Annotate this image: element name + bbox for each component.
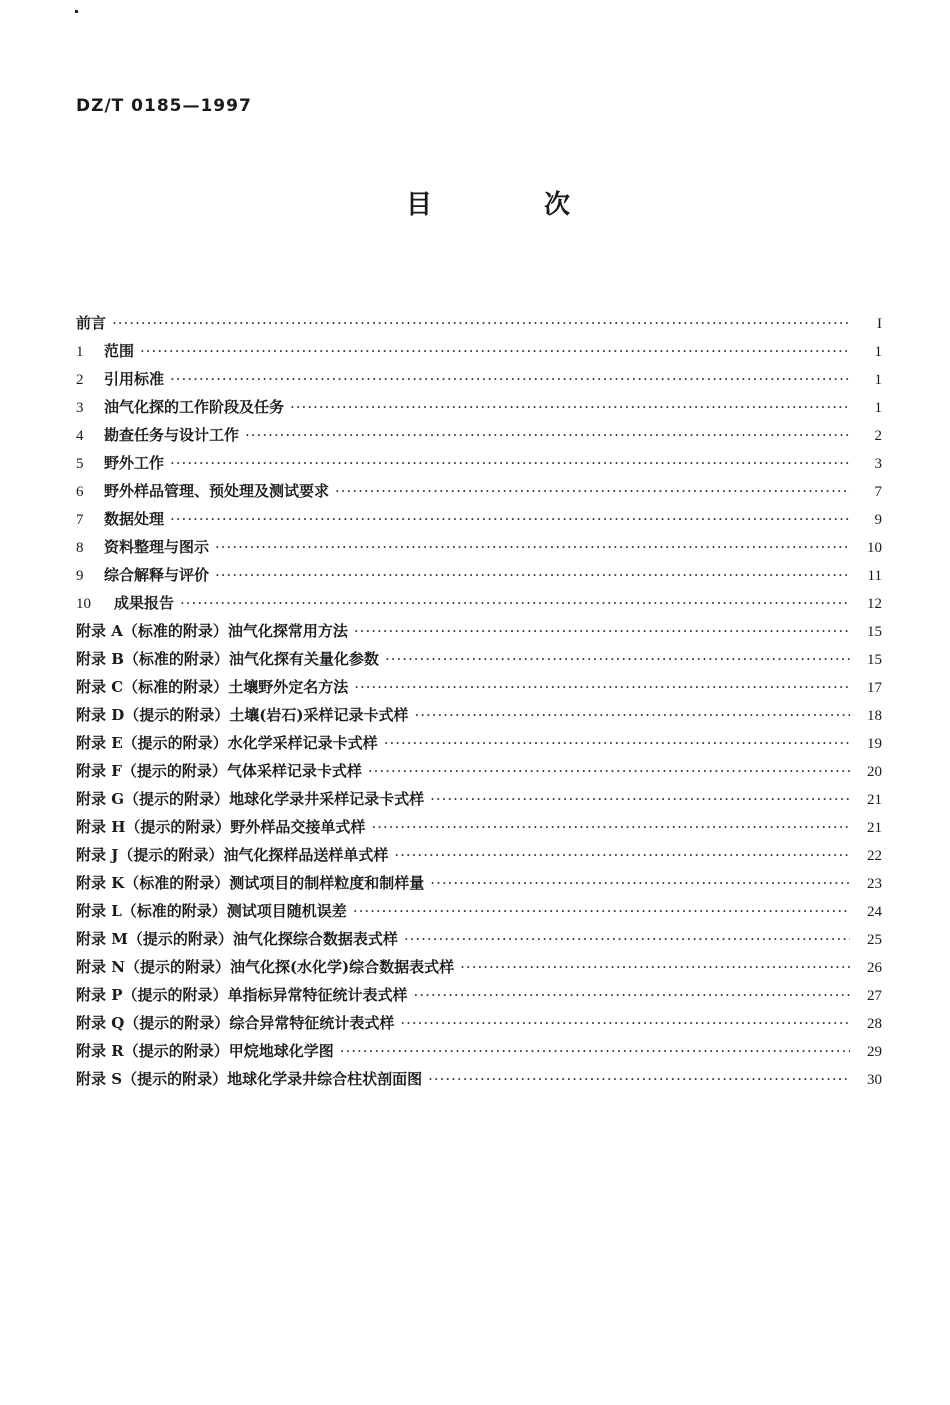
appendix-prefix: 附录 K bbox=[76, 874, 125, 892]
toc-appendix-m[interactable] bbox=[76, 928, 882, 956]
appendix-prefix: 附录 M bbox=[76, 930, 128, 948]
standard-code: DZ/T 0185—1997 bbox=[76, 96, 252, 116]
toc-entry-page: 22 bbox=[867, 848, 882, 864]
toc-entry-page: 29 bbox=[867, 1044, 882, 1060]
toc-entry-number: 3 bbox=[76, 400, 84, 416]
toc-entry-foreword[interactable] bbox=[76, 312, 882, 340]
toc-entry-label: 气体采样记录卡式样 bbox=[226, 762, 362, 780]
appendix-prefix: 附录 H bbox=[76, 818, 126, 836]
leader-dots bbox=[215, 566, 850, 584]
appendix-type: （标准的附录） bbox=[124, 874, 230, 892]
toc-entry-label: 成果报告 bbox=[114, 594, 175, 612]
toc-appendix-h[interactable] bbox=[76, 816, 882, 844]
leader-dots bbox=[428, 1070, 850, 1088]
leader-dots bbox=[140, 342, 850, 360]
leader-dots bbox=[414, 986, 850, 1004]
leader-dots bbox=[353, 902, 850, 920]
toc-entry-page: 9 bbox=[874, 512, 882, 528]
toc-entry-2[interactable] bbox=[76, 368, 882, 396]
toc-entry-page: 26 bbox=[867, 960, 882, 976]
appendix-prefix: 附录 A bbox=[76, 622, 123, 640]
table-of-contents bbox=[76, 312, 882, 1096]
toc-entry-page: 30 bbox=[867, 1072, 882, 1088]
toc-entry-label: 数据处理 bbox=[104, 510, 165, 528]
appendix-type: （标准的附录） bbox=[123, 678, 229, 696]
leader-dots bbox=[170, 370, 850, 388]
toc-appendix-l[interactable] bbox=[76, 900, 882, 928]
toc-appendix-b[interactable] bbox=[76, 648, 882, 676]
toc-entry-label: 范围 bbox=[104, 342, 135, 360]
appendix-prefix: 附录 Q bbox=[76, 1014, 125, 1032]
toc-entry-4[interactable] bbox=[76, 424, 882, 452]
toc-appendix-d[interactable] bbox=[76, 704, 882, 732]
leader-dots bbox=[404, 930, 850, 948]
appendix-type: （提示的附录） bbox=[118, 846, 224, 864]
toc-entry-label: 综合异常特征统计表式样 bbox=[229, 1014, 395, 1032]
leader-dots bbox=[245, 426, 850, 444]
leader-dots bbox=[368, 762, 850, 780]
toc-entry-label: 油气化探(水化学)综合数据表式样 bbox=[229, 958, 455, 976]
toc-entry-label: 勘查任务与设计工作 bbox=[104, 426, 240, 444]
toc-appendix-n[interactable] bbox=[76, 956, 882, 984]
toc-entry-label: 引用标准 bbox=[104, 370, 165, 388]
leader-dots bbox=[394, 846, 850, 864]
toc-entry-page: 23 bbox=[867, 876, 882, 892]
appendix-prefix: 附录 B bbox=[76, 650, 124, 668]
toc-entry-label: 测试项目的制样粒度和制样量 bbox=[229, 874, 425, 892]
toc-entry-label: 地球化学录井综合柱状剖面图 bbox=[227, 1070, 423, 1088]
leader-dots bbox=[354, 678, 850, 696]
toc-entry-page: 17 bbox=[867, 680, 882, 696]
toc-appendix-p[interactable] bbox=[76, 984, 882, 1012]
toc-entry-page: 21 bbox=[867, 792, 882, 808]
appendix-type: （提示的附录） bbox=[122, 986, 228, 1004]
toc-entry-label: 油气化探有关量化参数 bbox=[228, 650, 379, 668]
toc-entry-label: 野外样品交接单式样 bbox=[230, 818, 366, 836]
toc-entry-7[interactable] bbox=[76, 508, 882, 536]
toc-entry-1[interactable] bbox=[76, 340, 882, 368]
leader-dots bbox=[460, 958, 850, 976]
toc-entry-page: 20 bbox=[867, 764, 882, 780]
toc-entry-label: 甲烷地球化学图 bbox=[228, 1042, 334, 1060]
toc-entry-label: 水化学采样记录卡式样 bbox=[227, 734, 378, 752]
toc-entry-10[interactable] bbox=[76, 592, 882, 620]
page-title bbox=[0, 184, 950, 221]
toc-entry-page: 10 bbox=[867, 540, 882, 556]
appendix-type: （提示的附录） bbox=[124, 790, 230, 808]
toc-appendix-g[interactable] bbox=[76, 788, 882, 816]
toc-entry-9[interactable] bbox=[76, 564, 882, 592]
toc-entry-number: 2 bbox=[76, 372, 84, 388]
appendix-type: （提示的附录） bbox=[122, 1070, 228, 1088]
appendix-prefix: 附录 N bbox=[76, 958, 125, 976]
toc-appendix-e[interactable] bbox=[76, 732, 882, 760]
toc-entry-page: 21 bbox=[867, 820, 882, 836]
toc-entry-page: 15 bbox=[867, 652, 882, 668]
appendix-type: （提示的附录） bbox=[124, 1014, 230, 1032]
toc-entry-page: 1 bbox=[874, 372, 882, 388]
toc-appendix-f[interactable] bbox=[76, 760, 882, 788]
toc-entry-page: 11 bbox=[867, 568, 882, 584]
toc-entry-page: 25 bbox=[867, 932, 882, 948]
toc-entry-page: 18 bbox=[867, 708, 882, 724]
leader-dots bbox=[170, 510, 850, 528]
toc-entry-page: 27 bbox=[867, 988, 882, 1004]
toc-entry-page: 7 bbox=[874, 484, 882, 500]
toc-appendix-c[interactable] bbox=[76, 676, 882, 704]
appendix-prefix: 附录 F bbox=[76, 762, 122, 780]
toc-entry-page: 12 bbox=[867, 596, 882, 612]
toc-entry-page: 15 bbox=[867, 624, 882, 640]
toc-entry-page: 2 bbox=[874, 428, 882, 444]
leader-dots bbox=[180, 594, 850, 612]
leader-dots bbox=[384, 734, 850, 752]
appendix-type: （提示的附录） bbox=[124, 706, 230, 724]
leader-dots bbox=[354, 622, 850, 640]
toc-entry-label: 油气化探综合数据表式样 bbox=[232, 930, 398, 948]
appendix-type: （标准的附录） bbox=[122, 622, 228, 640]
leader-dots bbox=[335, 482, 850, 500]
leader-dots bbox=[170, 454, 850, 472]
leader-dots bbox=[430, 874, 850, 892]
toc-entry-number: 4 bbox=[76, 428, 84, 444]
toc-entry-number: 9 bbox=[76, 568, 84, 584]
scan-speck bbox=[75, 10, 78, 13]
toc-entry-page: 1 bbox=[874, 344, 882, 360]
appendix-type: （提示的附录） bbox=[123, 1042, 229, 1060]
toc-entry-label: 土壤(岩石)采样记录卡式样 bbox=[229, 706, 409, 724]
appendix-prefix: 附录 G bbox=[76, 790, 125, 808]
toc-entry-number: 6 bbox=[76, 484, 84, 500]
toc-entry-label: 油气化探的工作阶段及任务 bbox=[104, 398, 285, 416]
toc-entry-page: 3 bbox=[874, 456, 882, 472]
appendix-type: （提示的附录） bbox=[121, 762, 227, 780]
toc-entry-number: 5 bbox=[76, 456, 84, 472]
toc-appendix-a[interactable] bbox=[76, 620, 882, 648]
leader-dots bbox=[371, 818, 850, 836]
appendix-prefix: 附录 L bbox=[76, 902, 122, 920]
appendix-prefix: 附录 S bbox=[76, 1070, 123, 1088]
appendix-prefix: 附录 E bbox=[76, 734, 123, 752]
toc-entry-page: I bbox=[877, 316, 882, 332]
page-title-char-1: 目 bbox=[405, 190, 432, 220]
toc-appendix-k[interactable] bbox=[76, 872, 882, 900]
toc-entry-label: 测试项目随机误差 bbox=[226, 902, 347, 920]
leader-dots bbox=[430, 790, 850, 808]
toc-entry-label: 单指标异常特征统计表式样 bbox=[227, 986, 408, 1004]
leader-dots bbox=[340, 1042, 850, 1060]
toc-entry-label: 油气化探样品送样单式样 bbox=[223, 846, 389, 864]
appendix-prefix: 附录 P bbox=[76, 986, 123, 1004]
toc-entry-8[interactable] bbox=[76, 536, 882, 564]
appendix-type: （标准的附录） bbox=[121, 902, 227, 920]
toc-appendix-r[interactable] bbox=[76, 1040, 882, 1068]
page-title-char-2: 次 bbox=[543, 190, 570, 220]
toc-entry-label: 野外工作 bbox=[104, 454, 165, 472]
appendix-type: （标准的附录） bbox=[123, 650, 229, 668]
toc-appendix-q[interactable] bbox=[76, 1012, 882, 1040]
appendix-prefix: 附录 D bbox=[76, 706, 125, 724]
toc-appendix-j[interactable] bbox=[76, 844, 882, 872]
toc-entry-label: 资料整理与图示 bbox=[104, 538, 210, 556]
leader-dots bbox=[215, 538, 850, 556]
toc-entry-label: 土壤野外定名方法 bbox=[228, 678, 349, 696]
toc-entry-3[interactable] bbox=[76, 396, 882, 424]
toc-entry-6[interactable] bbox=[76, 480, 882, 508]
toc-entry-5[interactable] bbox=[76, 452, 882, 480]
appendix-type: （提示的附录） bbox=[122, 734, 228, 752]
leader-dots bbox=[112, 314, 850, 332]
toc-entry-page: 24 bbox=[867, 904, 882, 920]
toc-entry-label: 野外样品管理、预处理及测试要求 bbox=[104, 482, 330, 500]
toc-entry-label: 综合解释与评价 bbox=[104, 566, 210, 584]
appendix-prefix: 附录 C bbox=[76, 678, 124, 696]
toc-entry-label: 油气化探常用方法 bbox=[227, 622, 348, 640]
leader-dots bbox=[385, 650, 850, 668]
toc-entry-label: 前言 bbox=[76, 314, 107, 332]
leader-dots bbox=[414, 706, 850, 724]
toc-entry-number: 10 bbox=[76, 596, 91, 612]
appendix-type: （提示的附录） bbox=[127, 930, 233, 948]
toc-entry-number: 8 bbox=[76, 540, 84, 556]
appendix-type: （提示的附录） bbox=[124, 958, 230, 976]
leader-dots bbox=[400, 1014, 850, 1032]
toc-appendix-s[interactable] bbox=[76, 1068, 882, 1096]
toc-entry-number: 1 bbox=[76, 344, 84, 360]
toc-entry-number: 7 bbox=[76, 512, 84, 528]
toc-entry-page: 19 bbox=[867, 736, 882, 752]
toc-entry-page: 28 bbox=[867, 1016, 882, 1032]
leader-dots bbox=[290, 398, 850, 416]
toc-entry-page: 1 bbox=[874, 400, 882, 416]
appendix-prefix: 附录 R bbox=[76, 1042, 124, 1060]
appendix-prefix: 附录 J bbox=[76, 846, 119, 864]
appendix-type: （提示的附录） bbox=[125, 818, 231, 836]
toc-entry-label: 地球化学录井采样记录卡式样 bbox=[229, 790, 425, 808]
